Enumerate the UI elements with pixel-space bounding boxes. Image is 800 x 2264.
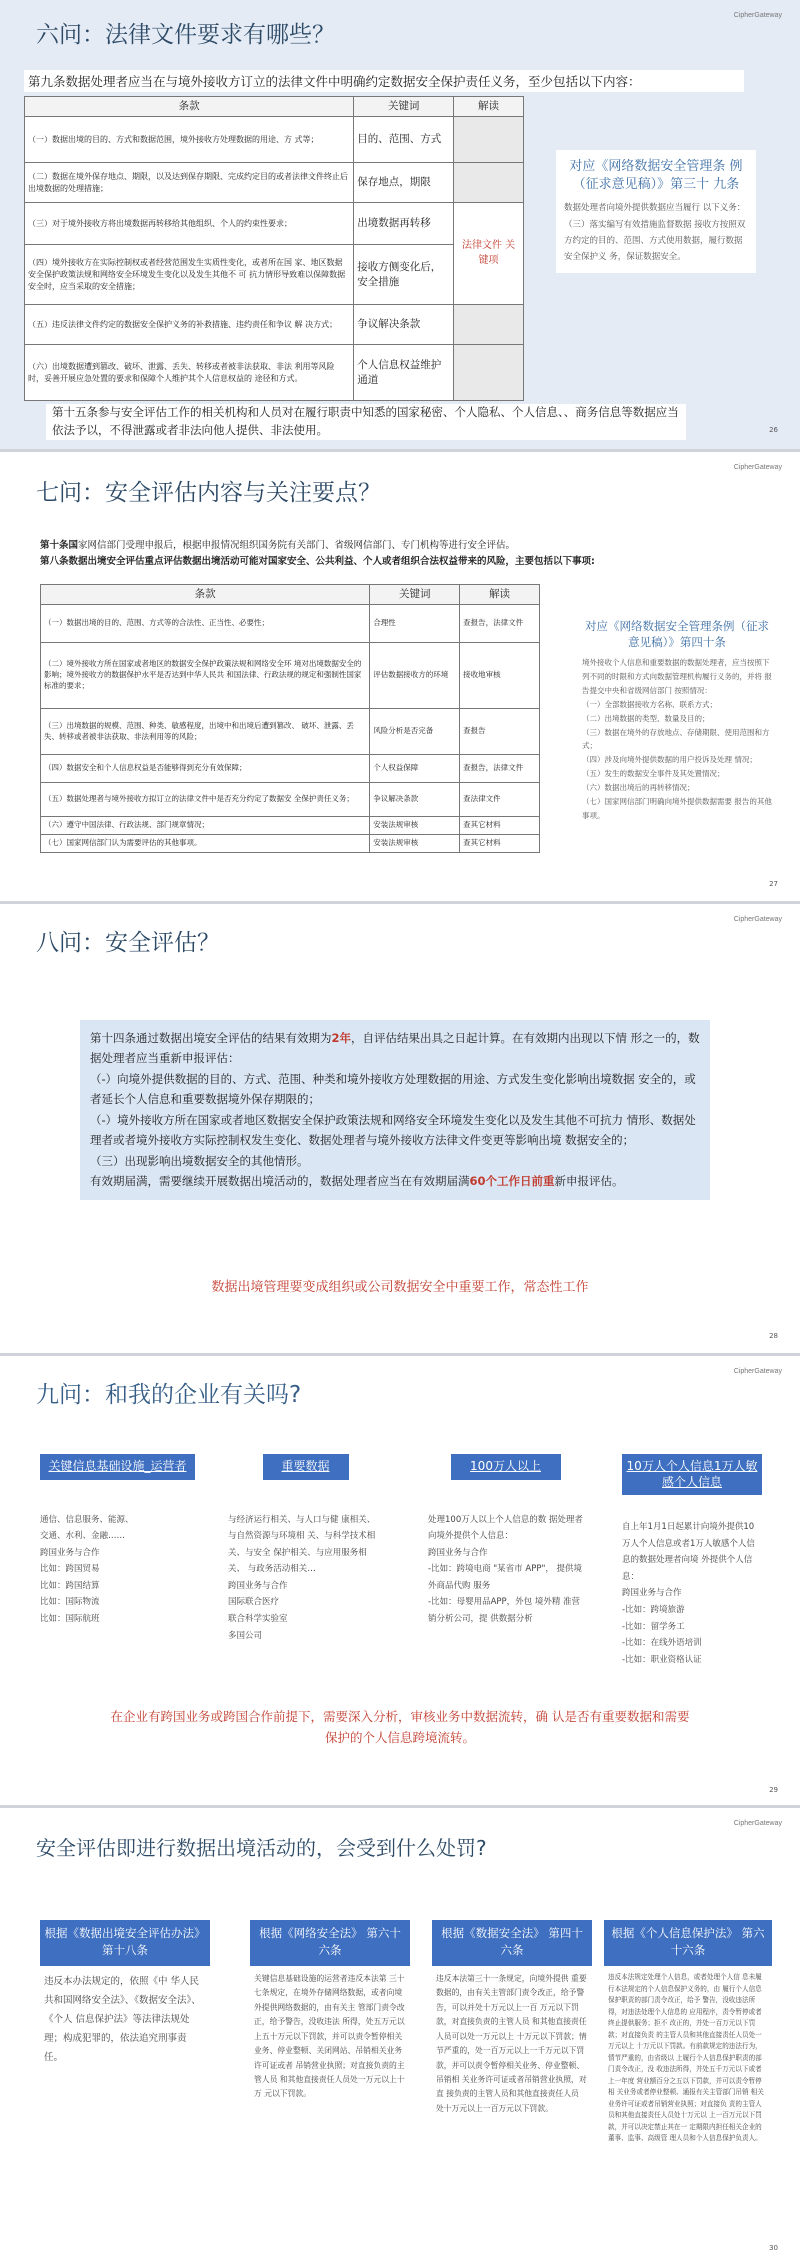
note-cell: [454, 345, 524, 401]
highlight-text: 60个工作日前重: [469, 1174, 555, 1189]
keyword-cell: 安装法规审核: [370, 817, 460, 835]
slide-title: 八问：安全评估？: [36, 930, 220, 956]
penalty-column: [40, 1920, 210, 2073]
table-row: [41, 835, 540, 853]
clause-cell: （二）境外接收方所在国家或者地区的数据安全保护政策法规和网络安全环 境对出境数据安全的影响；境外接收方的数据保护水平是否达到中华人民共 和国法律、行政法规的规定和强制性国家标准的要求；: [41, 643, 370, 709]
page-number: 27: [769, 880, 778, 888]
list-item: 跨国业务与合作: [428, 1547, 488, 1558]
note-cell: 查其它材料: [460, 835, 540, 853]
table-header: 关键词: [354, 97, 454, 117]
category-body: [40, 1512, 195, 1628]
table-row: [25, 345, 524, 401]
side-text: （七）国家网信部门明确向境外提供数据需要 报告的其他事项。: [582, 796, 772, 820]
table-row: [41, 783, 540, 817]
list-item: 联合科学实验室: [228, 1613, 288, 1624]
list-item: 自上年1月1日起累计向境外提供10万人个人信息或者1万人敏感个人信息的数据处理者向境 外提供个人信息：: [622, 1522, 755, 1582]
keyword-cell: 评估数据接收方的环境: [370, 643, 460, 709]
note-cell: 查法律文件: [460, 783, 540, 817]
penalty-head: 根据《数据出境安全评估办法》 第十八条: [40, 1920, 210, 1966]
list-item: 跨国业务与合作: [40, 1547, 100, 1558]
penalty-body: 违反本办法规定的，依照《中 华人民共和国网络安全法》、《数据安全法》、《个人 信息保护法》等法律法规处理；构成犯罪的，依法追究刑事责 任。: [44, 1976, 201, 2063]
list-item: （三）出现影响出境数据安全的其他情形。: [90, 1153, 309, 1168]
note-cell: 查报告，法律文件: [460, 755, 540, 783]
category-pill: 关键信息基础设施_运营者: [40, 1454, 195, 1480]
article-14-box: [80, 1020, 710, 1200]
clause-cell: （四）数据安全和个人信息权益是否能够得到充分有效保障；: [41, 755, 370, 783]
list-item: -比如：职业资格认证: [622, 1654, 702, 1665]
side-text: （二）出境数据的类型、数量及目的；: [582, 713, 710, 723]
penalty-head: 根据《网络安全法》 第六十六条: [250, 1920, 410, 1966]
slide-29: [0, 1356, 800, 1808]
brand-logo: CipherGateway: [733, 12, 782, 19]
key-message: 数据出境管理要变成组织或公司数据安全中重要工作，常态性工作: [211, 1280, 589, 1295]
clause-cell: （一）数据出境的目的、范围、方式等的合法性、正当性、必要性；: [41, 605, 370, 643]
slide-title: 安全评估即进行数据出境活动的，会受到什么处罚?: [36, 1836, 487, 1860]
side-text: （六）数据出境后的再转移情况；: [582, 783, 695, 793]
keyword-cell: 保存地点，期限: [354, 163, 454, 203]
note-cell: 查报告，法律文件: [460, 605, 540, 643]
clause-cell: （七）国家网信部门认为需要评估的其他事项。: [41, 835, 370, 853]
category-pill: 10万人个人信息1万人敏感个人信息: [622, 1454, 762, 1495]
category-column: [40, 1454, 195, 1628]
side-text: （四）涉及向境外提供数据的用户投诉及处理 情况；: [582, 755, 757, 765]
brand-logo: CipherGateway: [733, 916, 782, 923]
note-cell: [454, 163, 524, 203]
category-column: [428, 1454, 583, 1628]
lead-text: [40, 538, 770, 569]
table-row: [25, 117, 524, 163]
list-item: （-）向境外提供数据的目的、方式、范围、种类和境外接收方处理数据的用途、方式发生变化影响出境数据 安全的，或者延长个人信息和重要数据境外保存期限的；: [90, 1071, 696, 1107]
table-row: [41, 709, 540, 755]
list-item: 跨国业务与合作: [228, 1580, 288, 1591]
keyword-cell: 争议解决条款: [370, 783, 460, 817]
list-item: 处理100万人以上个人信息的数 据处理者向境外提供个人信息：: [428, 1514, 583, 1542]
slide-27: [0, 452, 800, 904]
side-text: （一）全部数据接收方名称、联系方式；: [582, 699, 717, 709]
para-text: 新申报评估。: [554, 1174, 624, 1189]
clause-cell: （四）境外接收方在实际控制权或者经营范围发生实质性变化，或者所在国 家、地区数据安全保护政策法规和网络安全环境发生变化以及发生其他不 可 抗力情形导致难以保障数据安全时，应当采取的安全措施；: [25, 245, 354, 305]
key-message: 在企业有跨国业务或跨国合作前提下，需要深入分析，审核业务中数据流转，确 认是否有重要数据和需要保护的个人信息跨境流转。: [110, 1709, 690, 1746]
slide-26: [0, 0, 800, 452]
category-body: [228, 1512, 383, 1645]
clause-cell: （三）对于境外接收方将出境数据再转移给其他组织、个人的约束性要求；: [25, 203, 354, 245]
list-item: 多国公司: [228, 1630, 263, 1641]
keyword-cell: 合理性: [370, 605, 460, 643]
category-body: [428, 1512, 583, 1628]
highlight-text: 2年: [331, 1031, 352, 1045]
keyword-cell: 风险分析是否完备: [370, 709, 460, 755]
side-text: （五）发生的数据安全事件及其处置情况；: [582, 769, 725, 779]
side-text: （三）落实编写有效措施监督数据 接收方按照双方约定的目的、范围、方式使用数据，履行数据安全保护义 务，保证数据安全。: [564, 219, 746, 262]
penalty-body: 违反本法第三十一条规定，向境外提供 重要数据的，由有关主管部门责令改正，给予警告，可以并处十万元以上一百 万元以下罚款，对直接负责的主管人员 和其他直接责任人员可以处一万元以上 十万元以下罚款；情节严重的，处一百万元以上一千万元以下罚款，并可以责令暂停相关业务、停业整顿、吊销相 关业务许可证或者吊销营业执照，对直 接负责的主管人员和其他直接责任人员 处十万元以上一百万元以下罚款。: [436, 1974, 587, 2113]
list-item: 通信、信息服务、能源、: [40, 1514, 134, 1525]
table-header: 关键词: [370, 585, 460, 605]
note-cell: 接收地审核: [460, 643, 540, 709]
lead-line-bold: 第八条数据出境安全评估重点评估数据出境活动可能对国家安全、公共利益、个人或者组织合法权益带来的风险，主要包括以下事项:: [40, 555, 595, 567]
table-row: [25, 163, 524, 203]
intro-text: 第九条数据处理者应当在与境外接收方订立的法律文件中明确约定数据安全保护责任义务，至少包括以下内容：: [24, 70, 744, 92]
legal-doc-table: [24, 96, 524, 401]
penalty-body: 关键信息基础设施的运营者违反本法第 三十七条规定，在境外存储网络数据，或者向境外提供网络数据的，由有关主 管部门责令改正，给予警告，没收违法 所得，处五万元以上五十万元以下罚款，并可以责令暂停相关业务、停业整顿、关闭网站、吊销相关业务许可证或者 吊销营业执照；对直接负责的主管人员 和其他直接责任人员处一万元以上十万 元以下罚款。: [254, 1974, 405, 2099]
keyword-cell: 目的、范围、方式: [354, 117, 454, 163]
para-text: ，自评估结果出具之日起计算。在有效期内出现以下情 形之一的，数据处理者应当重新申报评估：: [90, 1031, 700, 1066]
list-item: -比如：在线外语培训: [622, 1638, 702, 1649]
list-item: 比如：国际物流: [40, 1597, 100, 1608]
para-text: 有效期届满，需要继续开展数据出境活动的，数据处理者应当在有效期届满: [90, 1174, 470, 1189]
table-header: 条款: [41, 585, 370, 605]
side-heading: 对应《网络数据安全管理条例（征求意见稿）》第四十条: [585, 619, 769, 650]
clause-cell: （六）遵守中国法律、行政法规、部门规章情况；: [41, 817, 370, 835]
penalty-body: 违反本法规定处理个人信息，或者处理个人信 息未履行本法规定的个人信息保护义务的，由 履行个人信息保护职责的部门责令改正，给予 警告，没收违法所得，对违法处理个人信息的 应用程序，责令暂停或者终止提供服务；拒不 改正的，并处一百万元以下罚款；对直接负责 的主管人员和其他直接责任人员处一万元以上 十万元以下罚款。有前款规定的违法行为，情节严重的，由省级以 上履行个人信息保护职责的部门责令改正，没 收违法所得，并处五千万元以下或者上一年度 营业额百分之五以下罚款，并可以责令暂停相 关业务或者停业整顿、通报有关主管部门吊销 相关业务许可证或者吊销营业执照；对直接负 责的主管人员和其他直接责任人员处十万元以 上一百万元以下罚款，并可以决定禁止其在一 定期限内担任相关企业的董事、监事、高级管 理人员和个人信息保护负责人。: [608, 1973, 764, 2143]
clause-cell: （六）出境数据遭到篡改、破坏、泄露、丢失、转移或者被非法获取、非法 利用等风险时，妥善开展应急处置的要求和保障个人维护其个人信息权益的 途径和方式。: [25, 345, 354, 401]
penalty-column: [604, 1920, 772, 2151]
note-cell: [454, 305, 524, 345]
note-cell: 法律文件 关键项: [454, 203, 524, 305]
table-header: 条款: [25, 97, 354, 117]
side-reference: [582, 618, 772, 823]
brand-logo: CipherGateway: [733, 1820, 782, 1827]
table-row: [41, 817, 540, 835]
slide-title: 六问：法律文件要求有哪些？: [36, 22, 335, 48]
side-text: 数据处理者向境外提供数据应当履行 以下义务：: [564, 203, 746, 214]
table-header: 解读: [454, 97, 524, 117]
penalty-head: 根据《数据安全法》 第四十六条: [432, 1920, 592, 1966]
keyword-cell: 出境数据再转移: [354, 203, 454, 245]
penalty-column: [432, 1920, 592, 2122]
list-item: 交通、水利、金融……: [40, 1531, 126, 1542]
page-number: 28: [769, 1332, 778, 1340]
lead-line: 家网信部门受理申报后，根据申报情况组织国务院有关部门、省级网信部门、专门机构等进行安全评估。: [78, 540, 516, 551]
keyword-cell: 个人权益保障: [370, 755, 460, 783]
category-pill: 重要数据: [263, 1454, 349, 1480]
table-row: [41, 605, 540, 643]
assessment-table: [40, 584, 540, 853]
table-row: [25, 305, 524, 345]
clause-cell: （五）违反法律文件约定的数据安全保护义务的补救措施、违约责任和争议 解 决方式；: [25, 305, 354, 345]
penalty-column: [250, 1920, 410, 2108]
list-item: -比如：留学务工: [622, 1621, 685, 1632]
clause-cell: （一）数据出境的目的、方式和数据范围，境外接收方处理数据的用途、方 式等；: [25, 117, 354, 163]
keyword-cell: 个人信息权益维护通道: [354, 345, 454, 401]
list-item: 比如：国际航班: [40, 1613, 100, 1624]
table-row: [25, 245, 524, 305]
keyword-cell: 争议解决条款: [354, 305, 454, 345]
category-column: [622, 1454, 762, 1668]
slide-title: 九问：和我的企业有关吗?: [36, 1382, 302, 1408]
list-item: （-）境外接收方所在国家或者地区数据安全保护政策法规和网络安全环境发生变化以及发生其他不可抗力 情形、数据处理者或者境外接收方实际控制权发生变化、数据处理者与境外接收方法律文件变更等影响出境 数据安全的；: [90, 1112, 696, 1148]
page-number: 26: [769, 426, 778, 434]
para-text: 第十四条通过数据出境安全评估的结果有效期为: [90, 1031, 332, 1045]
slide-title: 七问：安全评估内容与关注要点？: [36, 480, 381, 506]
side-heading: 对应《网络数据安全管理条 例（征求意见稿）》第三十 九条: [569, 159, 743, 193]
list-item: -比如：母婴用品APP，外包 境外精 准营销分析公司，提 供数据分析: [428, 1597, 581, 1624]
list-item: -比如：跨境电商 "某省市 APP"， 提供境外商品代购 服务: [428, 1564, 583, 1591]
category-body: [622, 1519, 762, 1668]
note-cell: [454, 117, 524, 163]
clause-cell: （三）出境数据的规模、范围、种类、敏感程度，出境中和出境后遭到篡改、 破坏、泄露、丢失、转移或者被非法获取、非法利用等的风险；: [41, 709, 370, 755]
page-number: 29: [769, 1786, 778, 1794]
side-text: （三）数据在境外的存放地点、存储期限、使用范围和方式；: [582, 727, 770, 751]
outro-text: 第十五条参与安全评估工作的相关机构和人员对在履行职责中知悉的国家秘密、个人隐私、个人信息、、商务信息等数据应当依法予以，不得泄露或者非法向他人提供、非法使用。: [46, 404, 686, 440]
list-item: 跨国业务与合作: [622, 1588, 682, 1599]
slide-30: [0, 1808, 800, 2264]
list-item: 与经济运行相关、与人口与健 康相关、与自然资源与环境相 关、与科学技术相关、与安全 保护相关、与应用服务相关、 与政务活动相关…: [228, 1514, 376, 1575]
brand-logo: CipherGateway: [733, 1368, 782, 1375]
clause-cell: （五）数据处理者与境外接收方拟订立的法律文件中是否充分约定了数据安 全保护责任义务；: [41, 783, 370, 817]
table-row: [41, 755, 540, 783]
list-item: 比如：跨国结算: [40, 1580, 100, 1591]
keyword-cell: 接收方侧变化后，安全措施: [354, 245, 454, 305]
side-text: 境外接收个人信息和重要数据的数据处理者，应当按照下列不同的时限和方式向数据管理机构履行义务的，并将 报告提交中央和省级网信部门 按照情况：: [582, 658, 772, 695]
lead-bold: 第十条国: [40, 540, 79, 551]
clause-cell: （二）数据在境外保存地点、期限，以及达到保存期限、完成约定目的或者法律文件终止后出境数据的处理措施；: [25, 163, 354, 203]
list-item: 国际联合医疗: [228, 1597, 280, 1608]
category-column: [228, 1454, 383, 1644]
list-item: -比如：跨境旅游: [622, 1605, 685, 1615]
keyword-cell: 安装法规审核: [370, 835, 460, 853]
table-row: [41, 643, 540, 709]
note-cell: 查报告: [460, 709, 540, 755]
note-cell: 查其它材料: [460, 817, 540, 835]
table-header: 解读: [460, 585, 540, 605]
side-reference: [556, 150, 756, 273]
penalty-head: 根据《个人信息保护法》 第六十六条: [604, 1920, 772, 1966]
table-row: [25, 203, 524, 245]
slide-28: [0, 904, 800, 1356]
category-pill: 100万人以上: [451, 1454, 561, 1480]
page-number: 30: [769, 2244, 778, 2252]
brand-logo: CipherGateway: [733, 464, 782, 471]
list-item: 比如：跨国贸易: [40, 1564, 100, 1575]
